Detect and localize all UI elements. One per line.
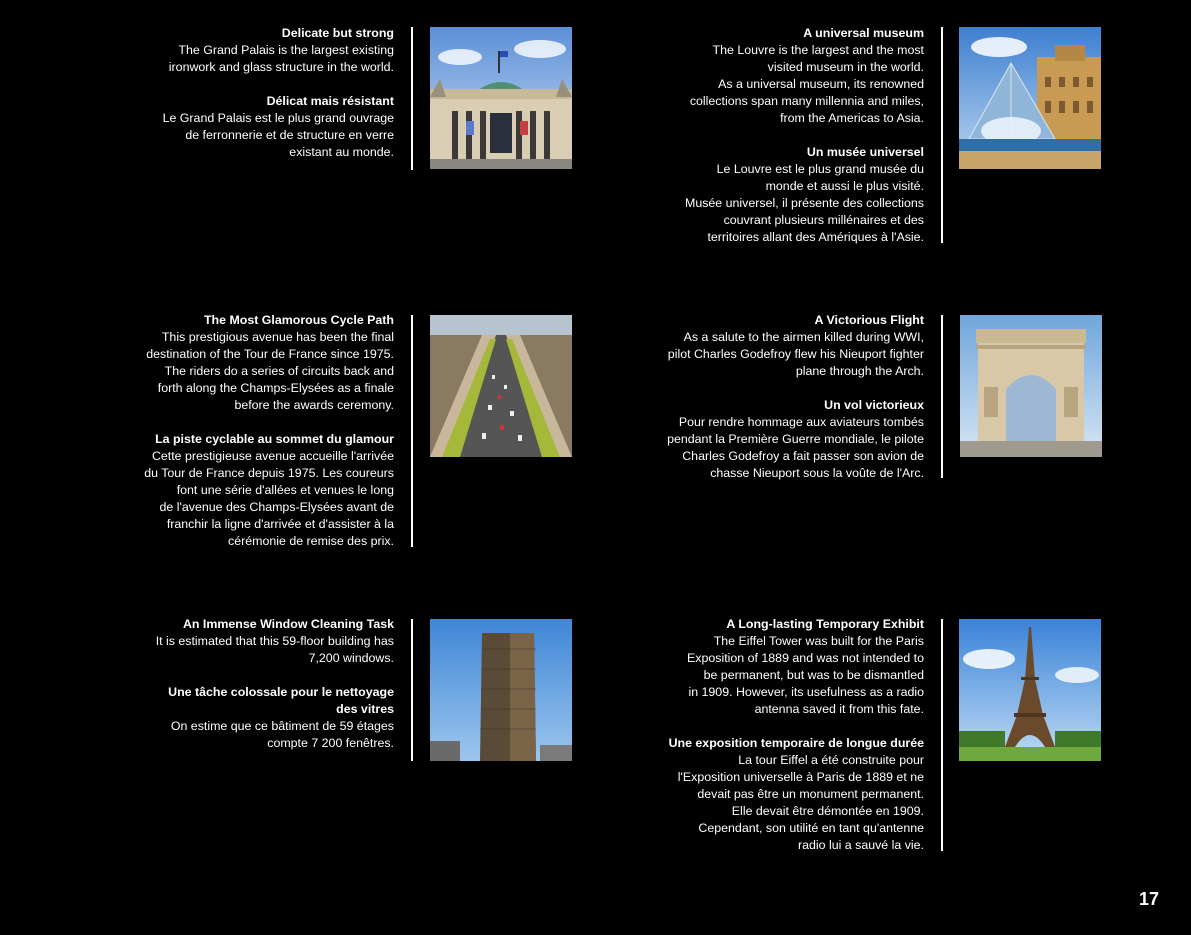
louvre-pyramid-photo [959, 27, 1101, 169]
entry-body-en: The Eiffel Tower was built for the Paris Exposition of 1889 and was not intended to be permanent, but was to be dismantled in 1909. However, its usefulness as a radio antenna saved it from this fate. [687, 634, 924, 716]
entry-montparnasse-text [74, 616, 394, 752]
divider-rule [411, 315, 413, 547]
entry-body-fr: Pour rendre hommage aux aviateurs tombés pendant la Première Guerre mondiale, le pilote Charles Godefroy a fait passer son avion de chasse Nieuport sous la voûte de l'Arc. [667, 415, 924, 480]
divider-rule [941, 315, 943, 478]
entry-body-fr: On estime que ce bâtiment de 59 étages compte 7 200 fenêtres. [170, 719, 394, 750]
entry-body-fr: La tour Eiffel a été construite pour l'Exposition universelle à Paris de 1889 et ne devait pas être un monument permanent. Elle devait être démontée en 1909. Cependant, son utilité en tant qu'antenne radio lui a sauvé la vie. [677, 753, 924, 852]
arc-de-triomphe-photo [960, 315, 1102, 457]
entry-title-fr: Délicat mais résistant [266, 94, 394, 108]
entry-title-fr: Une tâche colossale pour le nettoyage des vitres [168, 685, 394, 716]
entry-title-en: A universal museum [803, 26, 924, 40]
entry-title-fr: Un vol victorieux [824, 398, 924, 412]
entry-title-en: Delicate but strong [281, 26, 394, 40]
divider-rule [411, 27, 413, 170]
entry-title-en: A Long-lasting Temporary Exhibit [726, 617, 924, 631]
montparnasse-tower-photo [430, 619, 572, 761]
entry-body-en: The Grand Palais is the largest existing ironwork and glass structure in the world. [168, 43, 394, 74]
entry-body-en: As a salute to the airmen killed during WWI, pilot Charles Godefroy flew his Nieuport fighter plane through the Arch. [667, 330, 924, 378]
entry-body-fr: Le Louvre est le plus grand musée du monde et aussi le plus visité. Musée universel, il présente des collections couvrant plusieurs millénaires et des territoires allant des Amériques à l'Asie. [685, 162, 924, 244]
eiffel-tower-photo [959, 619, 1101, 761]
champs-elysees-photo [430, 315, 572, 457]
entry-body-fr: Cette prestigieuse avenue accueille l'arrivée du Tour de France depuis 1975. Les coureurs font une série d'allées et venues le long de l'avenue des Champs-Elysées avant de franchir la ligne d'arrivée et d'assister à la cérémonie de remise des prix. [144, 449, 394, 548]
entry-body-en: It is estimated that this 59-floor building has 7,200 windows. [155, 634, 394, 665]
entry-title-fr: Une exposition temporaire de longue durée [668, 736, 924, 750]
grand-palais-photo [430, 27, 572, 169]
entry-arc-de-triomphe-text [604, 312, 924, 482]
entry-eiffel-tower-text [604, 616, 924, 854]
entry-champs-elysees-text [74, 312, 394, 550]
entry-title-en: The Most Glamorous Cycle Path [203, 313, 394, 327]
entry-louvre-text [604, 25, 924, 246]
entry-grand-palais-text [94, 25, 394, 161]
entry-title-fr: La piste cyclable au sommet du glamour [155, 432, 394, 446]
entry-body-en: This prestigious avenue has been the final destination of the Tour de France since 1975. The riders do a series of circuits back and forth along the Champs-Elysées as a finale before the awards ceremony. [146, 330, 394, 412]
divider-rule [941, 27, 943, 243]
entry-title-fr: Un musée universel [806, 145, 924, 159]
entry-title-en: A Victorious Flight [814, 313, 924, 327]
entry-body-fr: Le Grand Palais est le plus grand ouvrage de ferronnerie et de structure en verre existant au monde. [162, 111, 394, 159]
entry-title-en: An Immense Window Cleaning Task [182, 617, 394, 631]
entry-body-en: The Louvre is the largest and the most visited museum in the world. As a universal museum, its renowned collections span many millennia and miles, from the Americas to Asia. [689, 43, 924, 125]
divider-rule [941, 619, 943, 851]
divider-rule [411, 619, 413, 761]
page-number: 17 [1138, 889, 1159, 909]
